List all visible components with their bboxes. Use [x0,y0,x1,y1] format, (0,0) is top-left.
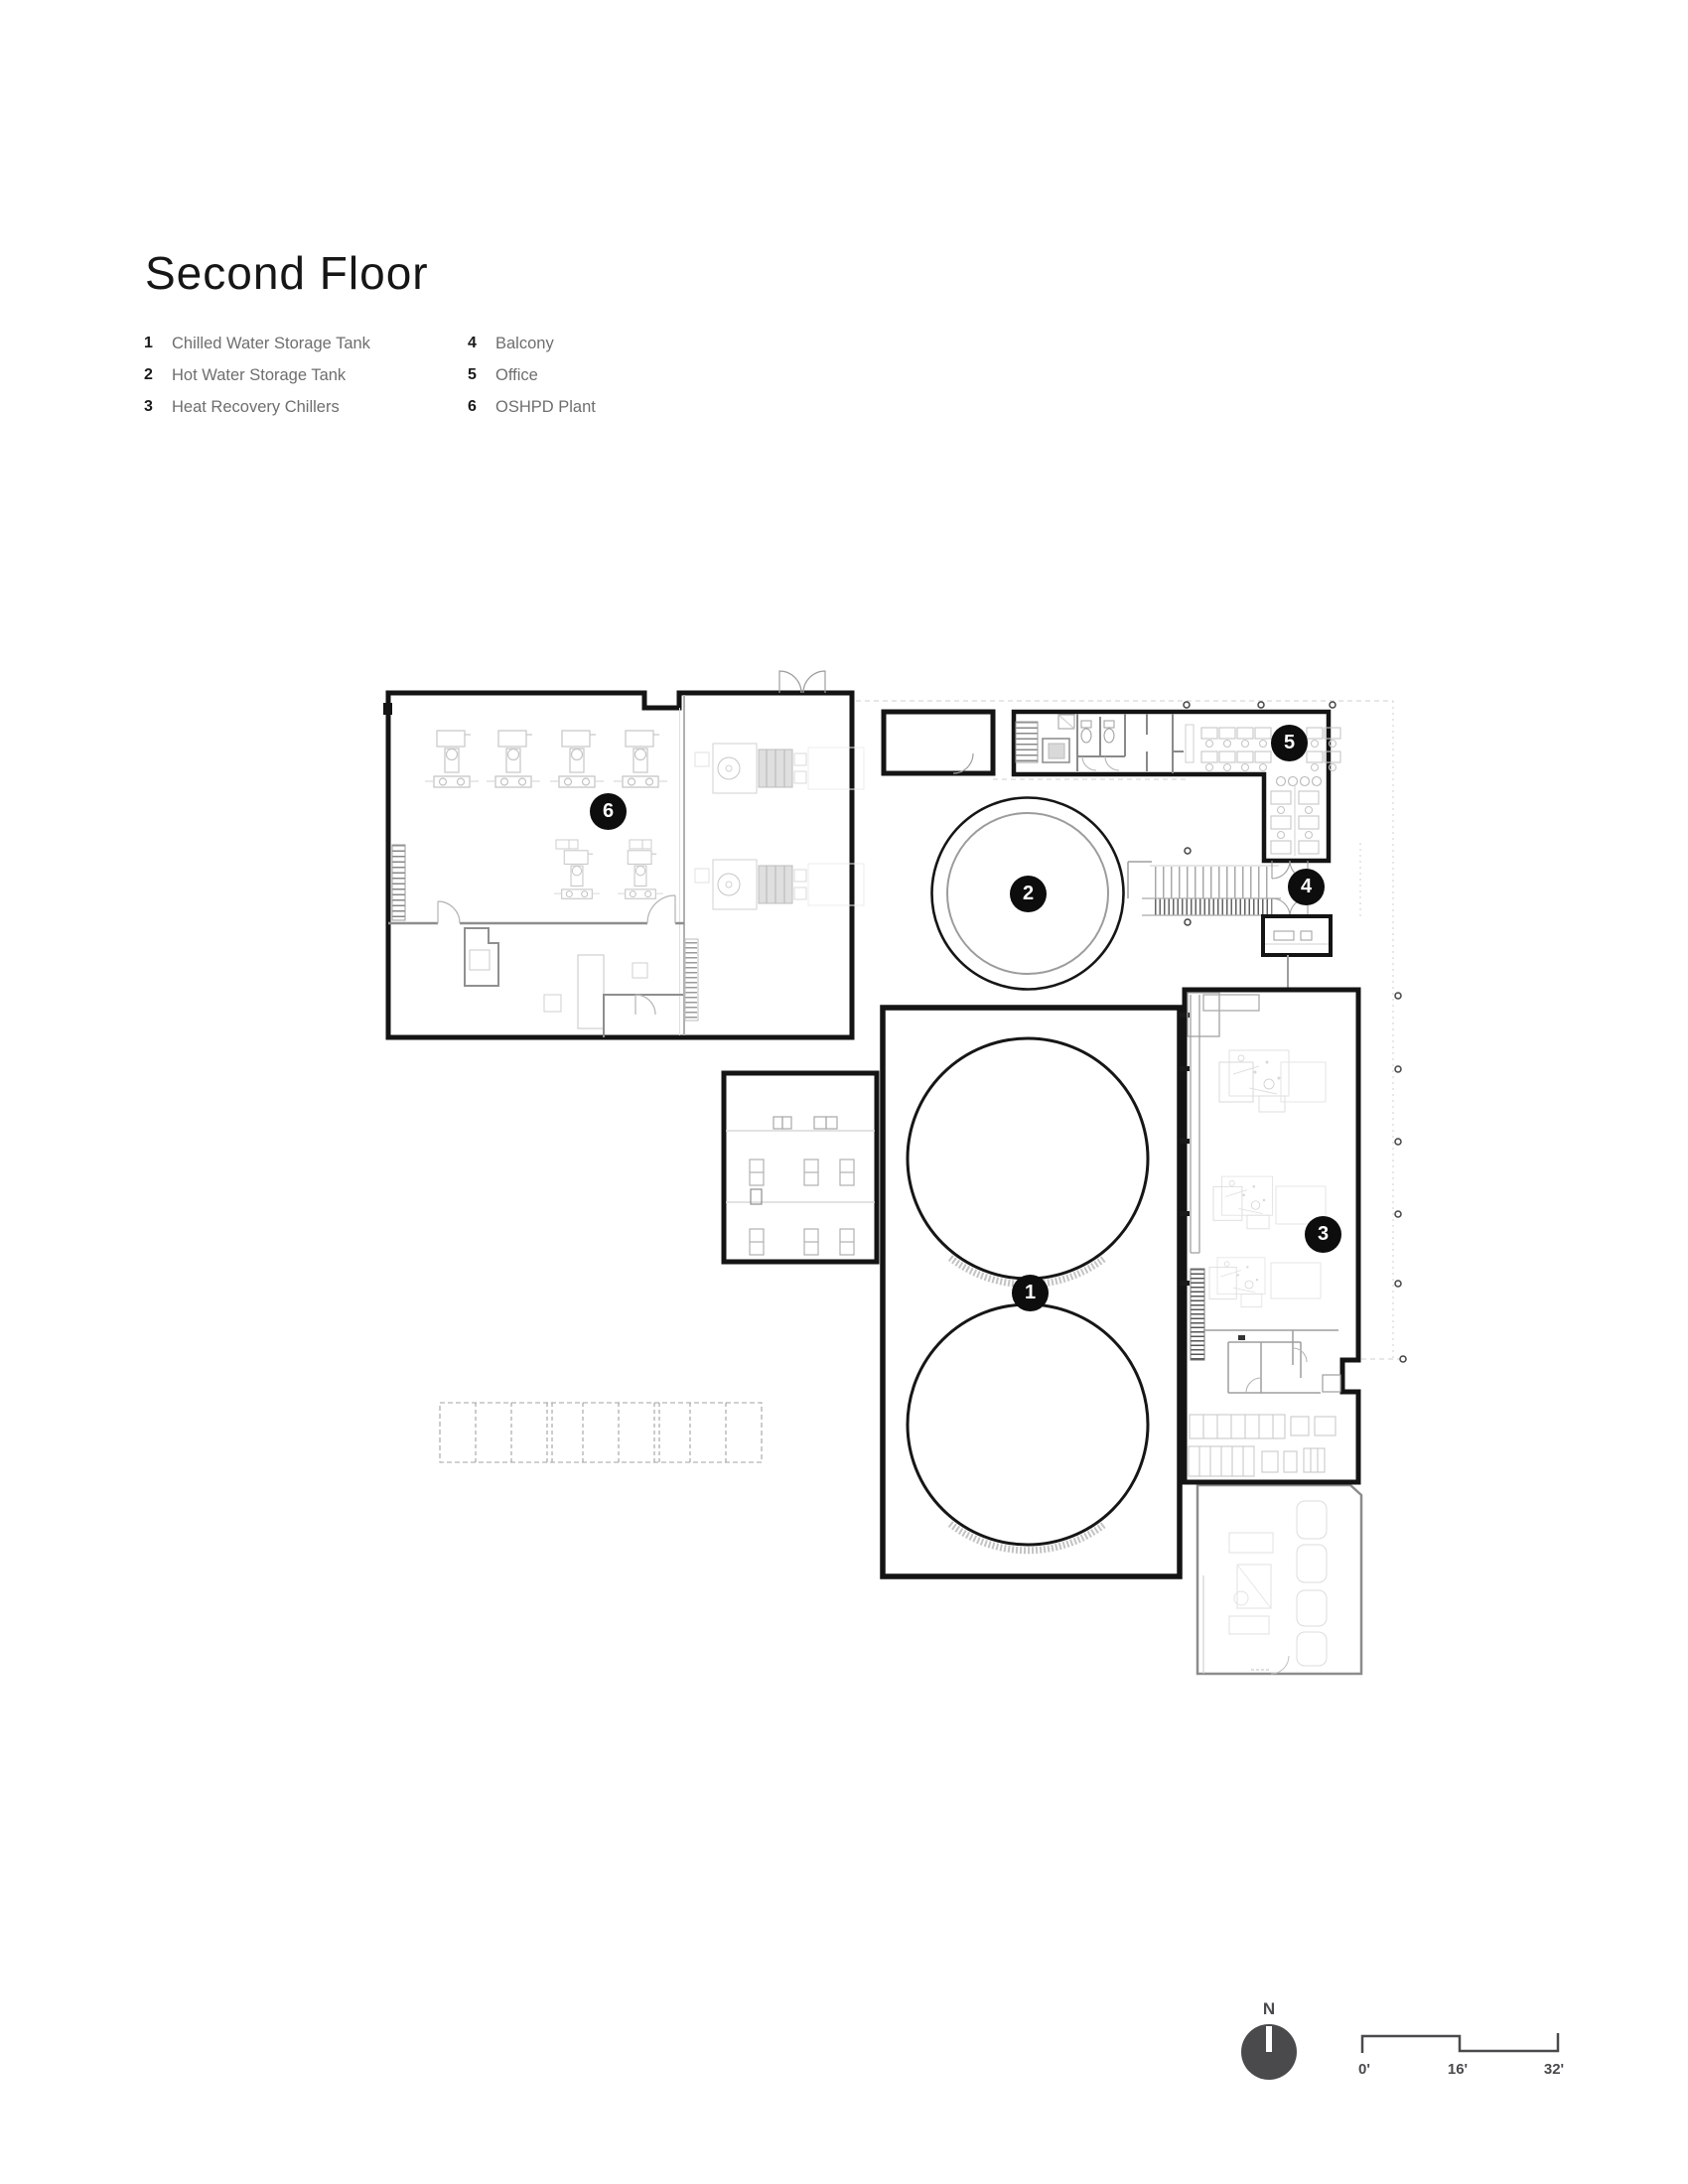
reference-lines [856,701,1407,1359]
scale-label-0: 0' [1358,2061,1370,2078]
north-arrow [1241,1999,1297,2080]
plan-marker-4: 4 [1288,869,1325,905]
page-title: Second Floor [145,247,429,299]
legend-label: Office [495,365,538,384]
plan-marker-2: 2 [1010,876,1047,912]
legend-label: Balcony [495,334,554,352]
legend-number: 4 [468,335,477,351]
scale-bar [1362,2033,1558,2053]
legend-label: Heat Recovery Chillers [172,397,340,416]
oshpd-plant-building [383,671,864,1037]
legend-number: 3 [144,398,153,415]
north-circle-icon [1241,2024,1297,2080]
legend-number: 6 [468,398,477,415]
legend-label: Chilled Water Storage Tank [172,334,370,352]
plan-marker-1: 1 [1012,1275,1049,1311]
plan-marker-3: 3 [1305,1216,1341,1253]
north-label: N [1262,1999,1276,2018]
plan-marker-5: 5 [1271,725,1308,761]
legend-number: 5 [468,366,477,383]
legend-label: Hot Water Storage Tank [172,365,347,384]
dashed-bay-grid [440,1403,762,1462]
small-room-building [884,712,993,773]
north-needle-icon [1266,2026,1272,2052]
legend-label: OSHPD Plant [495,397,596,416]
lower-right-building [1197,1485,1361,1674]
scale-label-16: 16' [1447,2061,1469,2078]
electrical-room-building [724,1073,877,1262]
legend-number: 1 [144,335,153,351]
legend-number: 2 [144,366,153,383]
plan-marker-6: 6 [590,793,627,830]
scale-label-32: 32' [1543,2061,1565,2078]
